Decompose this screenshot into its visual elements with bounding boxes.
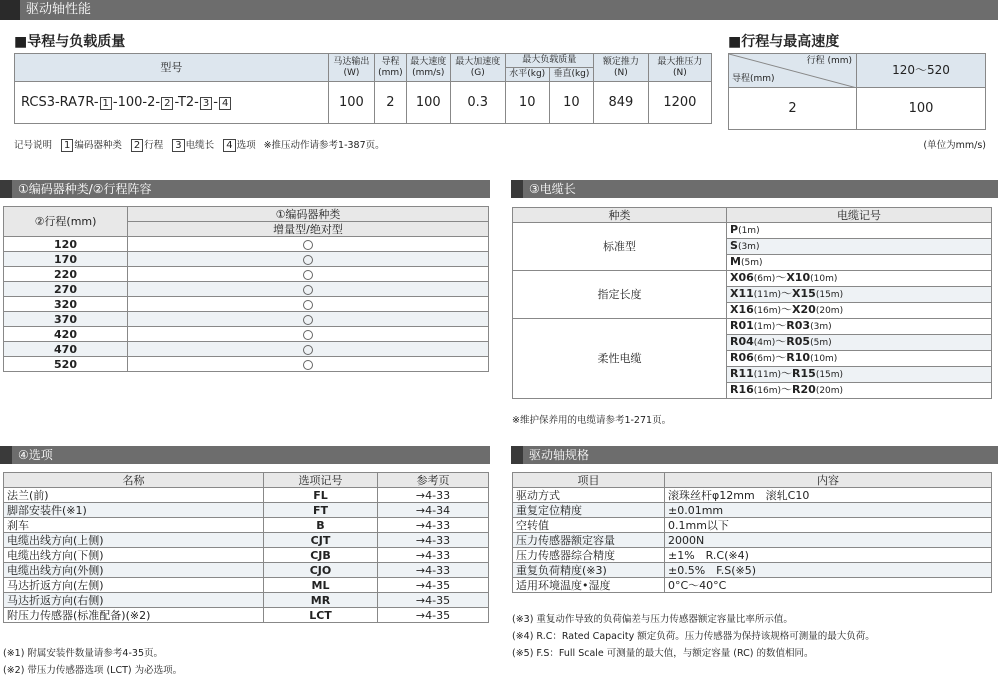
option-code: B [264, 518, 378, 533]
model-cell: RCS3-RA7R- 1 -100-2- 2 -T2- 3 - 4 [15, 82, 329, 124]
options-table [3, 472, 489, 623]
table-row [513, 223, 992, 239]
options-table-wrap [3, 472, 489, 623]
table-row [513, 319, 992, 335]
cable-code-cell [727, 255, 992, 271]
cable-length: (20m) [815, 306, 844, 316]
option-page: →4-33 [378, 548, 489, 563]
stroke-cell: 170 [4, 252, 128, 267]
speed-table [728, 53, 986, 130]
availability-cell [128, 282, 489, 297]
speed-max: 100 [857, 88, 986, 130]
range-tilde-icon: ～ [781, 367, 793, 380]
range-tilde-icon: ～ [775, 335, 787, 348]
table-row [4, 518, 489, 533]
axis-table [512, 472, 992, 593]
cable-length: (3m) [810, 322, 832, 332]
range-tilde-icon: ～ [781, 287, 793, 300]
option-name: 马达折返方向(左侧) [4, 578, 264, 593]
axis-title-bar: 驱动轴规格 [511, 446, 998, 464]
option-code: ML [264, 578, 378, 593]
spec-content: ±0.5% F.S(※5) [665, 563, 992, 578]
cable-code-cell [727, 367, 992, 383]
options-title-bar: ④选项 [0, 446, 490, 464]
cable-code: R20 [792, 383, 816, 396]
availability-cell [128, 237, 489, 252]
spec-item: 驱动方式 [513, 488, 665, 503]
cable-length: (5m) [810, 338, 832, 348]
circle-available-icon [303, 360, 313, 370]
encoder-table [3, 206, 489, 372]
val-mass-v: 10 [549, 82, 593, 124]
cable-length: (10m) [810, 354, 838, 364]
cable-length: (11m) [753, 290, 782, 300]
table-row [513, 533, 992, 548]
availability-cell [128, 297, 489, 312]
option-code: MR [264, 593, 378, 608]
cable-code-cell [727, 271, 992, 287]
speed-table-wrap [728, 53, 986, 130]
col-push: 最大推压力 (N) [648, 54, 711, 82]
cable-code: X11 [730, 287, 754, 300]
stroke-cell: 470 [4, 342, 128, 357]
col-thrust: 额定推力 (N) [594, 54, 649, 82]
axis-col-item: 项目 [513, 473, 665, 488]
availability-cell [128, 327, 489, 342]
cable-code-cell [727, 351, 992, 367]
cable-code: R16 [730, 383, 754, 396]
stroke-cell: 220 [4, 267, 128, 282]
col-model: 型号 [15, 54, 329, 82]
option-name: 刹车 [4, 518, 264, 533]
option-page: →4-33 [378, 563, 489, 578]
speed-heading: ■行程与最高速度 [728, 34, 840, 50]
legend-row: 记号说明 1 编码器种类 2 行程 3 电缆长 4 选项 ※推压动作请参考1-387页。 [14, 140, 385, 151]
cable-length: (16m) [753, 386, 782, 396]
cable-type-cell: 柔性电缆 [513, 319, 727, 399]
speed-stroke-range: 120～520 [857, 54, 986, 88]
col-mass: 最大负载质量 [505, 54, 593, 68]
range-tilde-icon: ～ [775, 319, 787, 332]
availability-cell [128, 342, 489, 357]
cable-code: P [730, 223, 739, 236]
range-tilde-icon: ～ [775, 271, 787, 284]
cable-length: (4m) [753, 338, 776, 348]
option-code: LCT [264, 608, 378, 623]
cable-code-cell [727, 239, 992, 255]
spec-item: 压力传感器额定容量 [513, 533, 665, 548]
val-speed: 100 [406, 82, 450, 124]
circle-available-icon [303, 255, 313, 265]
axis-note-3: (※5) F.S：Full Scale 可测量的最大值，与额定容量 (RC) 的数值相同。 [512, 648, 814, 659]
option-page: →4-35 [378, 578, 489, 593]
options-note-2: (※2) 带压力传感器选项 (LCT) 为必选项。 [3, 665, 183, 676]
stroke-cell: 120 [4, 237, 128, 252]
circle-available-icon [303, 345, 313, 355]
options-note-1: (※1) 附属安装件数量请参考4-35页。 [3, 648, 163, 659]
circle-available-icon [303, 330, 313, 340]
stroke-cell: 370 [4, 312, 128, 327]
availability-cell [128, 357, 489, 372]
option-name: 马达折返方向(右侧) [4, 593, 264, 608]
option-page: →4-33 [378, 533, 489, 548]
circle-available-icon [303, 315, 313, 325]
option-name: 脚部安装件(※1) [4, 503, 264, 518]
option-name: 附压力传感器(标准配备)(※2) [4, 608, 264, 623]
spec-item: 空转值 [513, 518, 665, 533]
cable-code-cell [727, 335, 992, 351]
table-row [4, 578, 489, 593]
cable-length: (11m) [753, 370, 782, 380]
option-page: →4-33 [378, 518, 489, 533]
cable-code: X16 [730, 303, 754, 316]
availability-cell [128, 267, 489, 282]
page-title: 驱动轴性能 [26, 2, 92, 17]
opt-col-code: 选项记号 [264, 473, 378, 488]
spec-content: ±1% R.C(※4) [665, 548, 992, 563]
table-row [4, 297, 489, 312]
enc-col-stroke: ②行程(mm) [4, 207, 128, 237]
spec-content: 2000N [665, 533, 992, 548]
cable-length: (15m) [815, 290, 844, 300]
availability-cell [128, 252, 489, 267]
option-name: 电缆出线方向(上侧) [4, 533, 264, 548]
speed-header-diag: 行程 (mm) 导程(mm) [729, 54, 857, 88]
option-name: 电缆出线方向(下侧) [4, 548, 264, 563]
cable-type-cell: 标准型 [513, 223, 727, 271]
option-page: →4-35 [378, 593, 489, 608]
cable-code: R01 [730, 319, 754, 332]
range-tilde-icon: ～ [781, 303, 793, 316]
table-row [4, 357, 489, 372]
range-tilde-icon: ～ [781, 383, 793, 396]
val-accel: 0.3 [450, 82, 505, 124]
cable-code-cell [727, 303, 992, 319]
table-row [4, 252, 489, 267]
table-row [4, 533, 489, 548]
cable-length: (3m) [737, 242, 760, 252]
option-page: →4-35 [378, 608, 489, 623]
table-row [513, 271, 992, 287]
col-motor: 马达输出 (W) [328, 54, 374, 82]
option-code: CJB [264, 548, 378, 563]
option-page: →4-34 [378, 503, 489, 518]
cable-code: X10 [786, 271, 811, 284]
spec-content: 0°C～40°C [665, 578, 992, 593]
val-lead: 2 [375, 82, 407, 124]
cable-note: ※维护保养用的电缆请参考1-271页。 [512, 415, 672, 426]
col-accel: 最大加速度 (G) [450, 54, 505, 82]
cable-code-cell [727, 319, 992, 335]
circle-available-icon [303, 270, 313, 280]
table-row [513, 563, 992, 578]
spec-content: 滚珠丝杆φ12mm 滚轧C10 [665, 488, 992, 503]
axis-table-wrap [512, 472, 992, 593]
availability-cell [128, 312, 489, 327]
val-motor: 100 [328, 82, 374, 124]
table-row [4, 282, 489, 297]
cable-length: (6m) [753, 354, 776, 364]
cable-length: (10m) [810, 274, 838, 284]
cable-code: R10 [786, 351, 811, 364]
enc-col-type-sub: 增量型/绝对型 [128, 222, 489, 237]
option-page: →4-33 [378, 488, 489, 503]
option-name: 法兰(前) [4, 488, 264, 503]
col-lead: 导程 (mm) [375, 54, 407, 82]
val-mass-h: 10 [505, 82, 549, 124]
table-row [4, 488, 489, 503]
cable-col-code: 电缆记号 [727, 208, 992, 223]
table-row [4, 548, 489, 563]
cable-code: R06 [730, 351, 754, 364]
spec-item: 适用环境温度•湿度 [513, 578, 665, 593]
option-code: FL [264, 488, 378, 503]
cable-table [512, 207, 992, 399]
encoder-title-bar: ①编码器种类/②行程阵容 [0, 180, 490, 198]
title-square-icon [0, 0, 20, 20]
table-row [513, 488, 992, 503]
encoder-table-wrap [3, 206, 489, 372]
col-speed: 最大速度 (mm/s) [406, 54, 450, 82]
circle-available-icon [303, 285, 313, 295]
table-row [4, 608, 489, 623]
table-row [4, 237, 489, 252]
circle-available-icon [303, 240, 313, 250]
stroke-cell: 320 [4, 297, 128, 312]
table-row [4, 593, 489, 608]
val-thrust: 849 [594, 82, 649, 124]
cable-code: S [730, 239, 738, 252]
speed-unit: (单位为mm/s) [923, 140, 986, 151]
table-row [4, 267, 489, 282]
range-tilde-icon: ～ [775, 351, 787, 364]
page-title-bar [0, 0, 998, 20]
stroke-cell: 270 [4, 282, 128, 297]
cable-code: R04 [730, 335, 754, 348]
axis-col-content: 内容 [665, 473, 992, 488]
option-name: 电缆出线方向(外侧) [4, 563, 264, 578]
axis-note-2: (※4) R.C：Rated Capacity 额定负荷。压力传感器为保持该规格可测量的最大负荷。 [512, 631, 875, 642]
table-row [4, 312, 489, 327]
cable-code-cell [727, 223, 992, 239]
axis-note-1: (※3) 重复动作导致的负荷偏差与压力传感器额定容量比率所示值。 [512, 614, 793, 625]
opt-col-page: 参考页 [378, 473, 489, 488]
option-code: FT [264, 503, 378, 518]
cable-table-wrap [512, 207, 992, 399]
table-row [4, 327, 489, 342]
stroke-cell: 520 [4, 357, 128, 372]
stroke-cell: 420 [4, 327, 128, 342]
cable-code: M [730, 255, 741, 268]
cable-code: X06 [730, 271, 754, 284]
cable-type-cell: 指定长度 [513, 271, 727, 319]
spec-content: ±0.01mm [665, 503, 992, 518]
spec-content: 0.1mm以下 [665, 518, 992, 533]
speed-lead: 2 [729, 88, 857, 130]
val-push: 1200 [648, 82, 711, 124]
cable-length: (5m) [740, 258, 763, 268]
enc-col-type: ①编码器种类 [128, 207, 489, 222]
table-row [4, 342, 489, 357]
opt-col-name: 名称 [4, 473, 264, 488]
table-row [4, 563, 489, 578]
option-code: CJT [264, 533, 378, 548]
table-row [513, 503, 992, 518]
cable-code: X20 [792, 303, 816, 316]
cable-length: (16m) [753, 306, 782, 316]
cable-code: R05 [786, 335, 811, 348]
table-row [513, 548, 992, 563]
cable-code-cell [727, 383, 992, 399]
spec-item: 重复负荷精度(※3) [513, 563, 665, 578]
table-row [513, 578, 992, 593]
cable-length: (1m) [738, 226, 760, 236]
spec-table [14, 53, 712, 124]
spec-item: 压力传感器综合精度 [513, 548, 665, 563]
spec-table-wrap [14, 53, 712, 124]
cable-code: R11 [730, 367, 754, 380]
cable-code-cell [727, 287, 992, 303]
cable-length: (20m) [815, 386, 844, 396]
cable-code: R15 [792, 367, 816, 380]
spec-heading: ■导程与负载质量 [14, 34, 126, 50]
col-mass-v: 垂直(kg) [549, 68, 593, 82]
spec-item: 重复定位精度 [513, 503, 665, 518]
table-row [4, 503, 489, 518]
cable-length: (15m) [815, 370, 844, 380]
cable-code: X15 [792, 287, 816, 300]
cable-col-type: 种类 [513, 208, 727, 223]
table-row [513, 518, 992, 533]
cable-code: R03 [786, 319, 811, 332]
cable-length: (1m) [753, 322, 776, 332]
col-mass-h: 水平(kg) [505, 68, 549, 82]
option-code: CJO [264, 563, 378, 578]
circle-available-icon [303, 300, 313, 310]
cable-title-bar: ③电缆长 [511, 180, 998, 198]
cable-length: (6m) [753, 274, 776, 284]
